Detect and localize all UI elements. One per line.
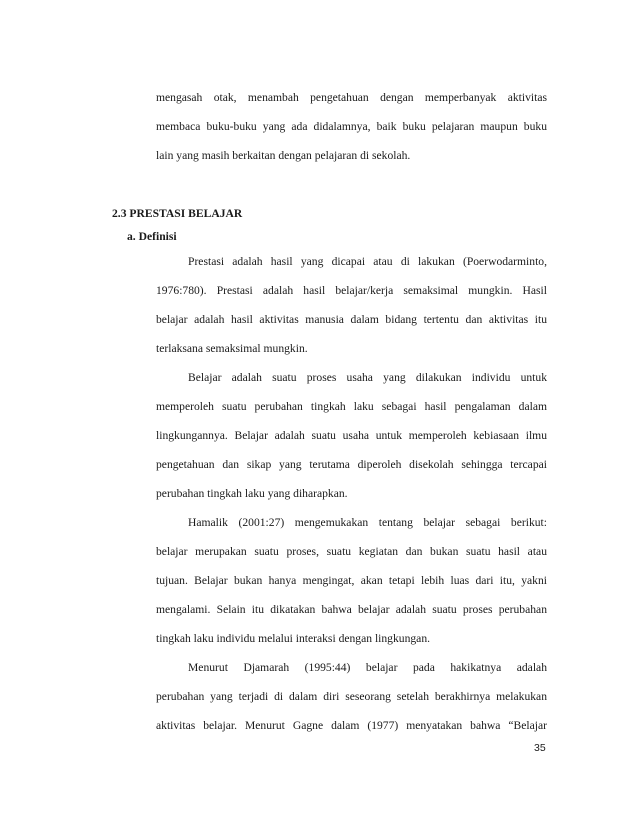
- paragraph-3-line-1: Hamalik (2001:27) mengemukakan tentang belajar sebagai berikut:: [188, 516, 547, 529]
- paragraph-3-line-5: tingkah laku individu melalui interaksi dengan lingkungan.: [156, 632, 431, 645]
- paragraph-1-line-3: belajar adalah hasil aktivitas manusia dalam bidang tertentu dan aktivitas itu: [156, 313, 547, 326]
- paragraph-3-line-3: tujuan. Belajar bukan hanya mengingat, akan tetapi lebih luas dari itu, yakni: [156, 574, 547, 587]
- paragraph-2-line-1: Belajar adalah suatu proses usaha yang dilakukan individu untuk: [188, 371, 547, 384]
- subsection-heading: a. Definisi: [127, 230, 177, 243]
- paragraph-2-line-3: lingkungannya. Belajar adalah suatu usaha untuk memperoleh kebiasaan ilmu: [156, 429, 547, 442]
- page-number: 35: [534, 742, 546, 754]
- intro-line-1: mengasah otak, menambah pengetahuan dengan memperbanyak aktivitas: [156, 91, 547, 104]
- paragraph-2-line-5: perubahan tingkah laku yang diharapkan.: [156, 487, 348, 500]
- paragraph-1-line-1: Prestasi adalah hasil yang dicapai atau di lakukan (Poerwodarminto,: [188, 255, 547, 268]
- section-heading: 2.3 PRESTASI BELAJAR: [112, 207, 243, 220]
- paragraph-4-line-1: Menurut Djamarah (1995:44) belajar pada hakikatnya adalah: [188, 661, 547, 674]
- intro-line-3: lain yang masih berkaitan dengan pelajaran di sekolah.: [156, 149, 411, 162]
- paragraph-2-line-2: memperoleh suatu perubahan tingkah laku sebagai hasil pengalaman dalam: [156, 400, 547, 413]
- intro-line-2: membaca buku-buku yang ada didalamnya, baik buku pelajaran maupun buku: [156, 120, 547, 133]
- paragraph-3-line-4: mengalami. Selain itu dikatakan bahwa belajar adalah suatu proses perubahan: [156, 603, 547, 616]
- paragraph-1-line-2: 1976:780). Prestasi adalah hasil belajar/kerja semaksimal mungkin. Hasil: [156, 284, 547, 297]
- paragraph-4-line-2: perubahan yang terjadi di dalam diri seseorang setelah berakhirnya melakukan: [156, 690, 547, 703]
- paragraph-3-line-2: belajar merupakan suatu proses, suatu kegiatan dan bukan suatu hasil atau: [156, 545, 547, 558]
- paragraph-4-line-3: aktivitas belajar. Menurut Gagne dalam (1977) menyatakan bahwa “Belajar: [156, 719, 547, 732]
- paragraph-1-line-4: terlaksana semaksimal mungkin.: [156, 342, 308, 355]
- paragraph-2-line-4: pengetahuan dan sikap yang terutama diperoleh disekolah sehingga tercapai: [156, 458, 547, 471]
